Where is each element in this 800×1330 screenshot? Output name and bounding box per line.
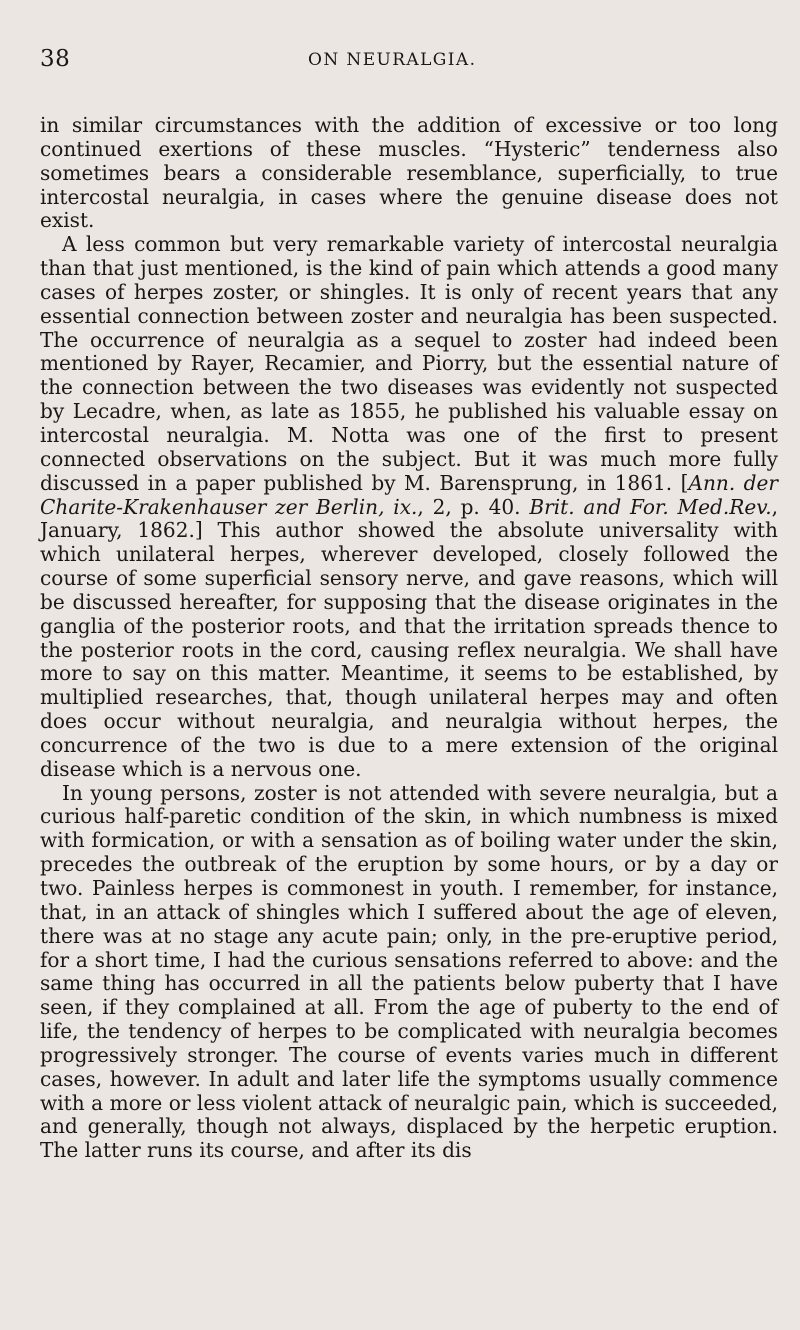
citation-title-annalen: Ann. der Charite-Krakenhauser zer Berlin, ix. bbox=[40, 470, 778, 519]
paragraph-2-text-a: A less common but very remarkable variety of intercostal neuralgia than that just mentioned, is the kind of pain which attends a good many cases of herpes zoster, or shingles. It is only of recent years that any essential connection between zoster and neuralgia has been suspected. The occurrence of neuralgia as a sequel to zoster had indeed been mentioned by Rayer, Recamier, and Piorry, but the essential nature of the connection between the two diseases was evidently not suspected by Lecadre, when, as late as 1855, he published his valuable essay on intercostal neuralgia. M. Notta was one of the first to present connected observations on the subject. But it was much more fully discussed in a paper published by M. Barensprung, in 1861. [ bbox=[40, 232, 778, 495]
paragraph-3-text: In young persons, zoster is not attended with severe neuralgia, but a curious half-paretic condition of the skin, in which numbness is mixed with formication, or with a sensation as of boiling water under the skin, precedes the outbreak of the eruption by some hours, or by a day or two. Painless herpes is commonest in youth. I remember, for instance, that, in an attack of shingles which I suffered about the age of eleven, there was at no stage any acute pain; only, in the pre-eruptive period, for a short time, I had the curious sensations referred to above: and the same thing has occurred in all the patients below puberty that I have seen, if they complained at all. From the age of puberty to the end of life, the tendency of herpes to be complicated with neuralgia becomes progressively stronger. The course of events varies much in different cases, however. In adult and later life the symptoms usually commence with a more or less violent attack of neuralgic pain, which is succeeded, and generally, though not always, displaced by the herpetic eruption. The latter runs its course, and after its dis bbox=[40, 780, 778, 1163]
paragraph-2-text-b: , 2, p. 40. bbox=[417, 494, 530, 519]
body-text bbox=[40, 114, 778, 1163]
paragraph-2-text-c: , January, 1862.] This author showed the absolute universality with which unilateral herpes, wherever developed, closely followed the course of some superficial sensory nerve, and gave reasons, which will be discussed hereafter, for supposing that the disease originates in the ganglia of the posterior roots, and that the irritation spreads thence to the posterior roots in the cord, causing reflex neuralgia. We shall have more to say on this matter. Meantime, it seems to be established, by multiplied researches, that, though unilateral herpes may and often does occur without neuralgia, and neuralgia without herpes, the concurrence of the two is due to a mere extension of the original disease which is a nervous one. bbox=[40, 494, 778, 781]
paragraph-3 bbox=[40, 782, 778, 1164]
page-number: 38 bbox=[40, 46, 71, 72]
paragraph-1-text: in similar circumstances with the addition of excessive or too long continued exertions of these muscles. “Hysteric” tenderness also sometimes bears a considerable resemblance, superficially, to true intercostal neuralgia, in cases where the genuine disease does not exist. bbox=[40, 113, 778, 233]
running-title: ON NEURALGIA. bbox=[308, 50, 477, 70]
paragraph-1 bbox=[40, 114, 778, 233]
citation-title-review: Brit. and For. Med.Rev. bbox=[529, 494, 772, 519]
paragraph-2 bbox=[40, 233, 778, 781]
